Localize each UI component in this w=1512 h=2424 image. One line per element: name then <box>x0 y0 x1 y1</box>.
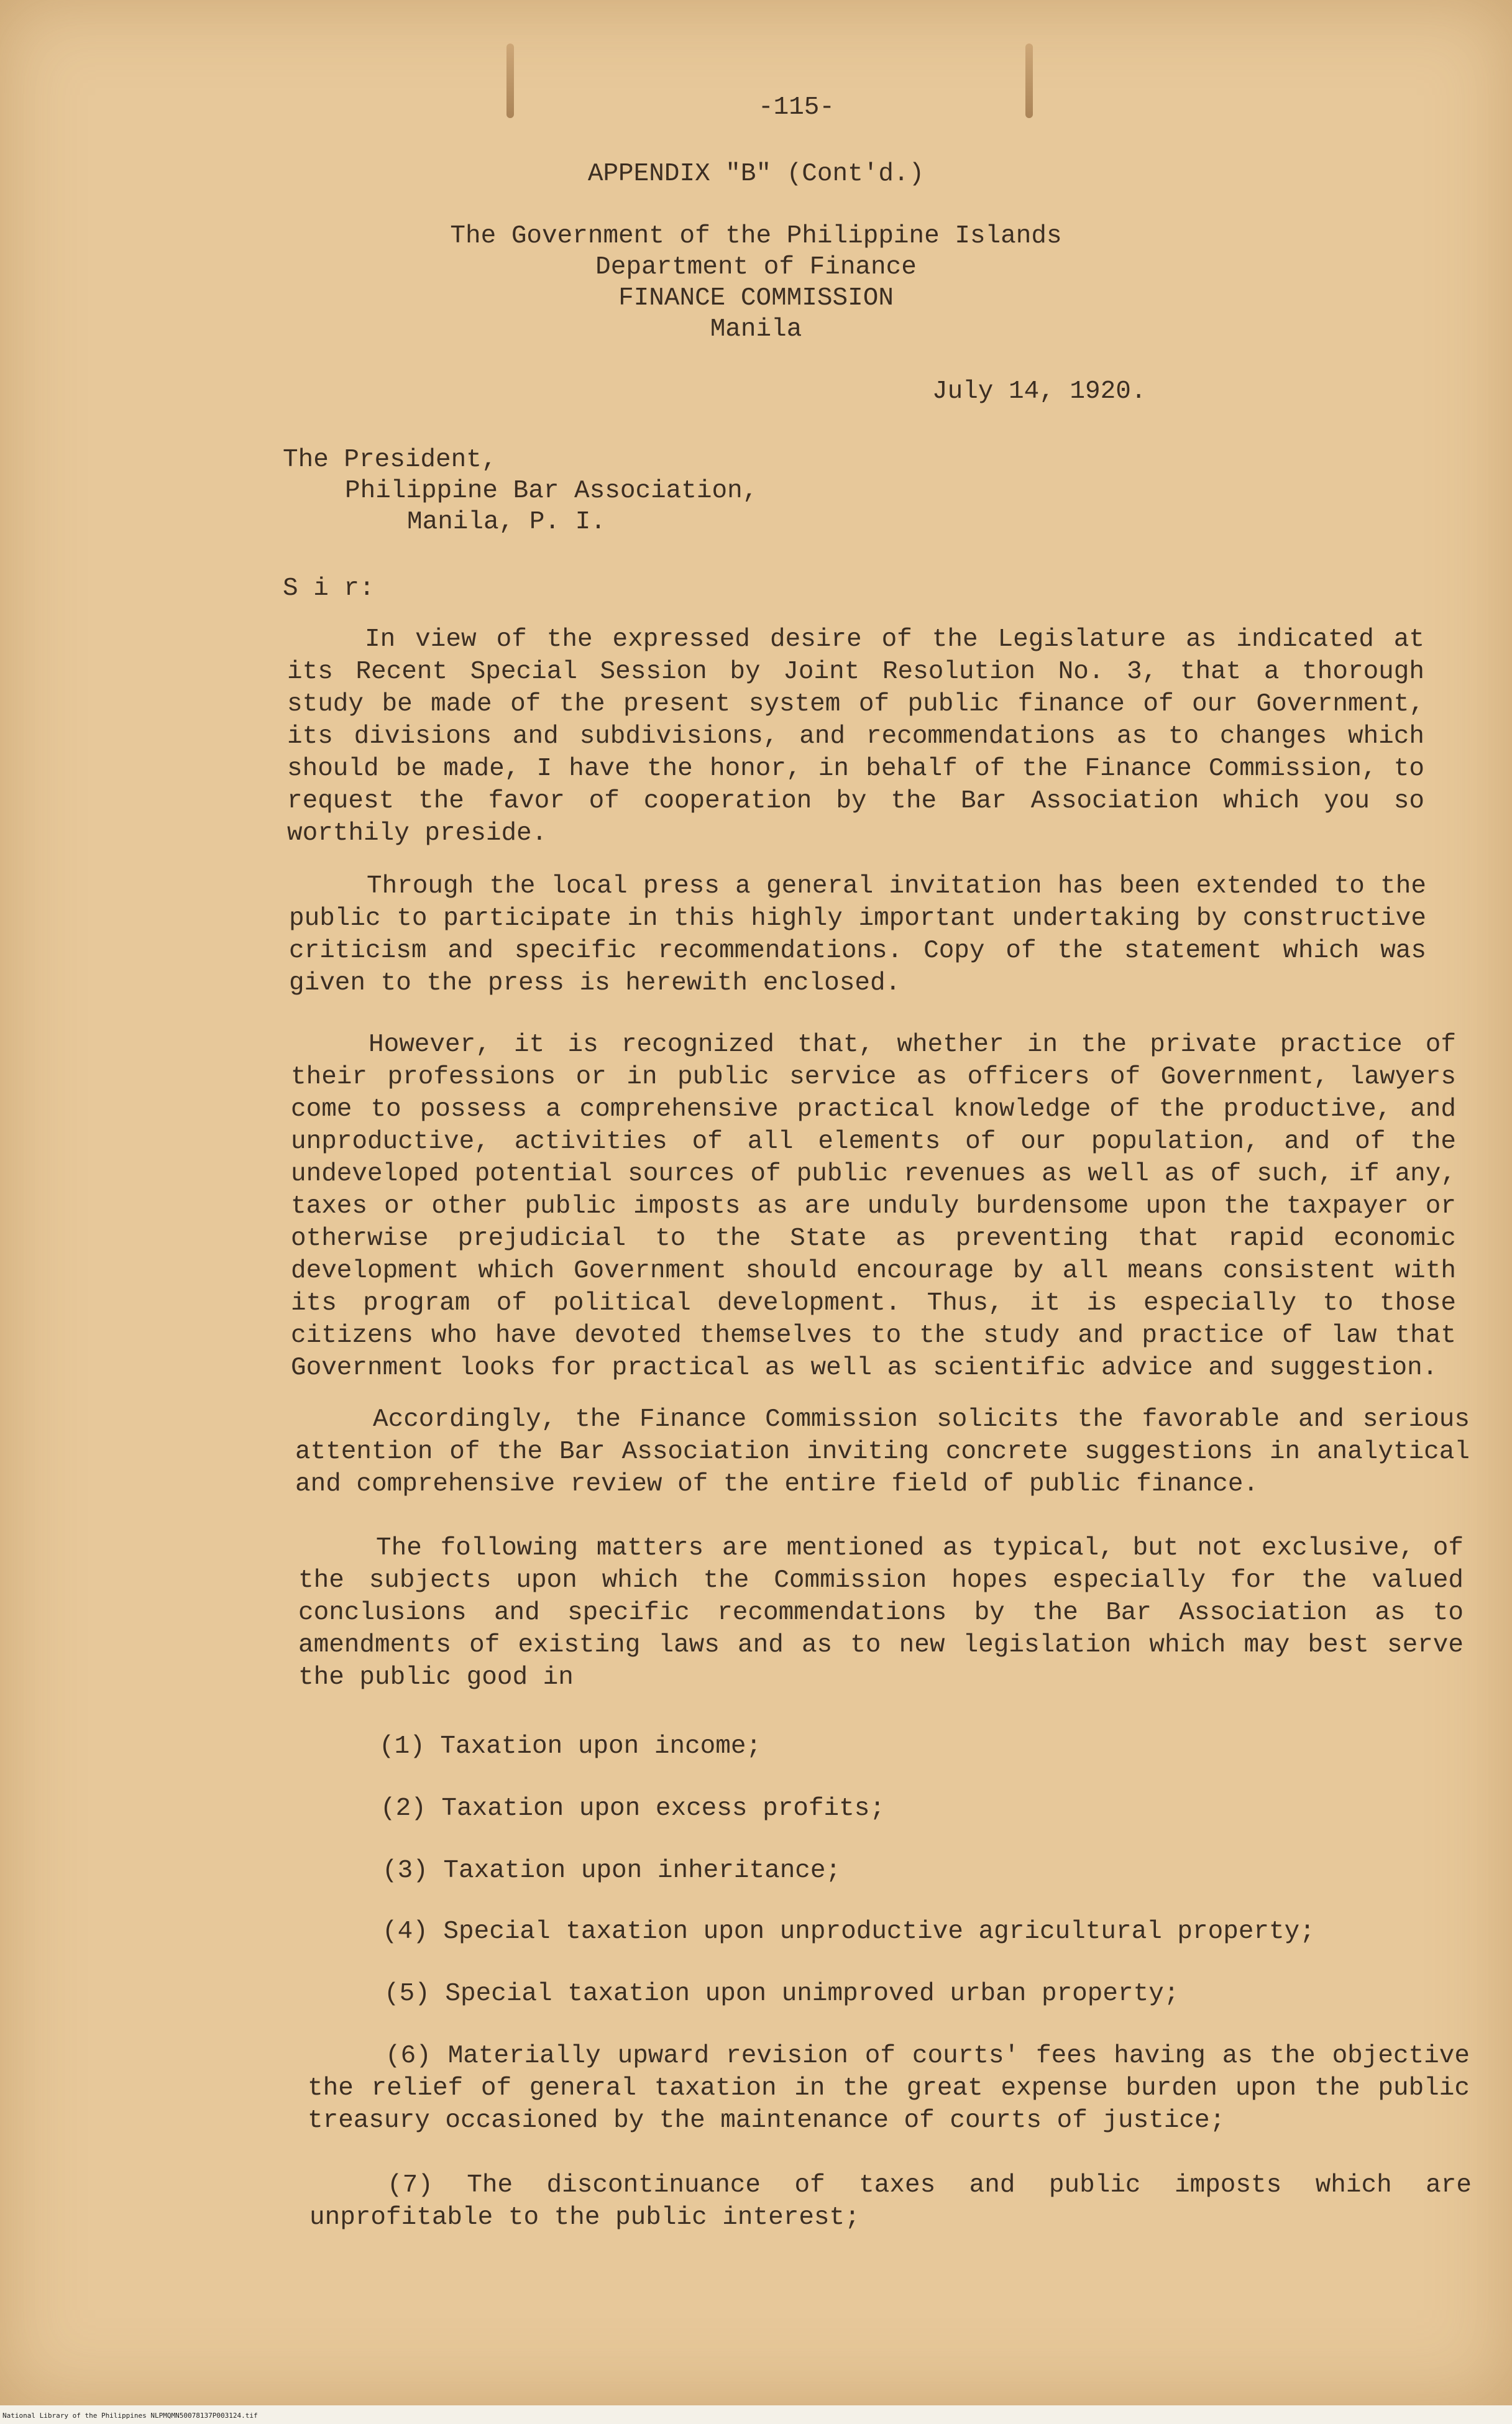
salutation: S i r: <box>283 574 375 603</box>
letter-date: July 14, 1920. <box>932 377 1147 406</box>
letterhead-city: Manila <box>710 315 802 344</box>
paragraph-1: In view of the expressed desire of the Legislature as indicated at its Recent Special Session by Joint Resolution No. 3, that a thorough study be made of the present system of public finance of our Government, its divisions and subdivisions, and recommendations as to changes which should be made, I have the honor, in behalf of the Finance Commission, to request the favor of cooperation by the Bar Association which you so worthily preside. <box>287 625 1424 848</box>
addressee-line-2: Philippine Bar Association, <box>345 477 758 505</box>
letterhead-commission: FINANCE COMMISSION <box>618 284 894 313</box>
list-item-7: (7) The discontinuance of taxes and public imposts which are unprofitable to the public interest; <box>309 2171 1472 2232</box>
paragraph-5: The following matters are mentioned as typical, but not exclusive, of the subjects upon which the Commission hopes especially for the valued conclusions and specific recommendations by the Bar Association as to amendments of existing laws and as to new legislation which may best serve the public good in <box>298 1534 1464 1692</box>
list-item-2: (2) Taxation upon excess profits; <box>380 1794 885 1823</box>
staple-mark-right <box>1025 44 1033 118</box>
list-item-5: (5) Special taxation upon unimproved urban property; <box>384 1980 1180 2008</box>
addressee-line-1: The President, <box>283 446 497 474</box>
letterhead-government: The Government of the Philippine Islands <box>450 222 1062 250</box>
paragraph-3: However, it is recognized that, whether in the private practice of their professions or in public service as officers of Government, lawyers come to possess a comprehensive practical knowledge of the productive, and unproductive, activities of all elements of our population, and of the undeveloped potential sources of public revenues as well as of such, if any, taxes or other public imposts as are unduly burdensome upon the taxpayer or otherwise prejudicial to the State as preventing that rapid economic development which Government should encourage by all means consistent with its program of political development. Thus, it is especially to those citizens who have devoted themselves to the study and practice of law that Government looks for practical as well as scientific advice and suggestion. <box>291 1031 1456 1382</box>
paragraph-4: Accordingly, the Finance Commission solicits the favorable and serious attention of the Bar Association inviting concrete suggestions in analytical and comprehensive review of the entire field of public finance. <box>295 1405 1470 1499</box>
list-item-4: (4) Special taxation upon unproductive agricultural property; <box>382 1917 1315 1946</box>
paragraph-2: Through the local press a general invitation has been extended to the public to participate in this highly important undertaking by constructive criticism and specific recommendations. Copy of the statement which was given to the press is herewith enclosed. <box>289 872 1426 998</box>
addressee-line-3: Manila, P. I. <box>407 508 606 536</box>
letterhead-department: Department of Finance <box>595 253 917 282</box>
staple-mark-left <box>506 44 514 118</box>
list-item-6: (6) Materially upward revision of courts' fees having as the objective the relief of general taxation in the great expense burden upon the public treasury occasioned by the maintenance of courts of justice; <box>308 2042 1470 2135</box>
list-item-3: (3) Taxation upon inheritance; <box>382 1857 841 1885</box>
appendix-heading: APPENDIX "B" (Cont'd.) <box>587 160 925 188</box>
page-number: -115- <box>758 93 835 122</box>
list-item-1: (1) Taxation upon income; <box>379 1732 762 1761</box>
archive-footer-caption: National Library of the Philippines NLPMQMN50078137P003124.tif <box>2 2412 258 2420</box>
